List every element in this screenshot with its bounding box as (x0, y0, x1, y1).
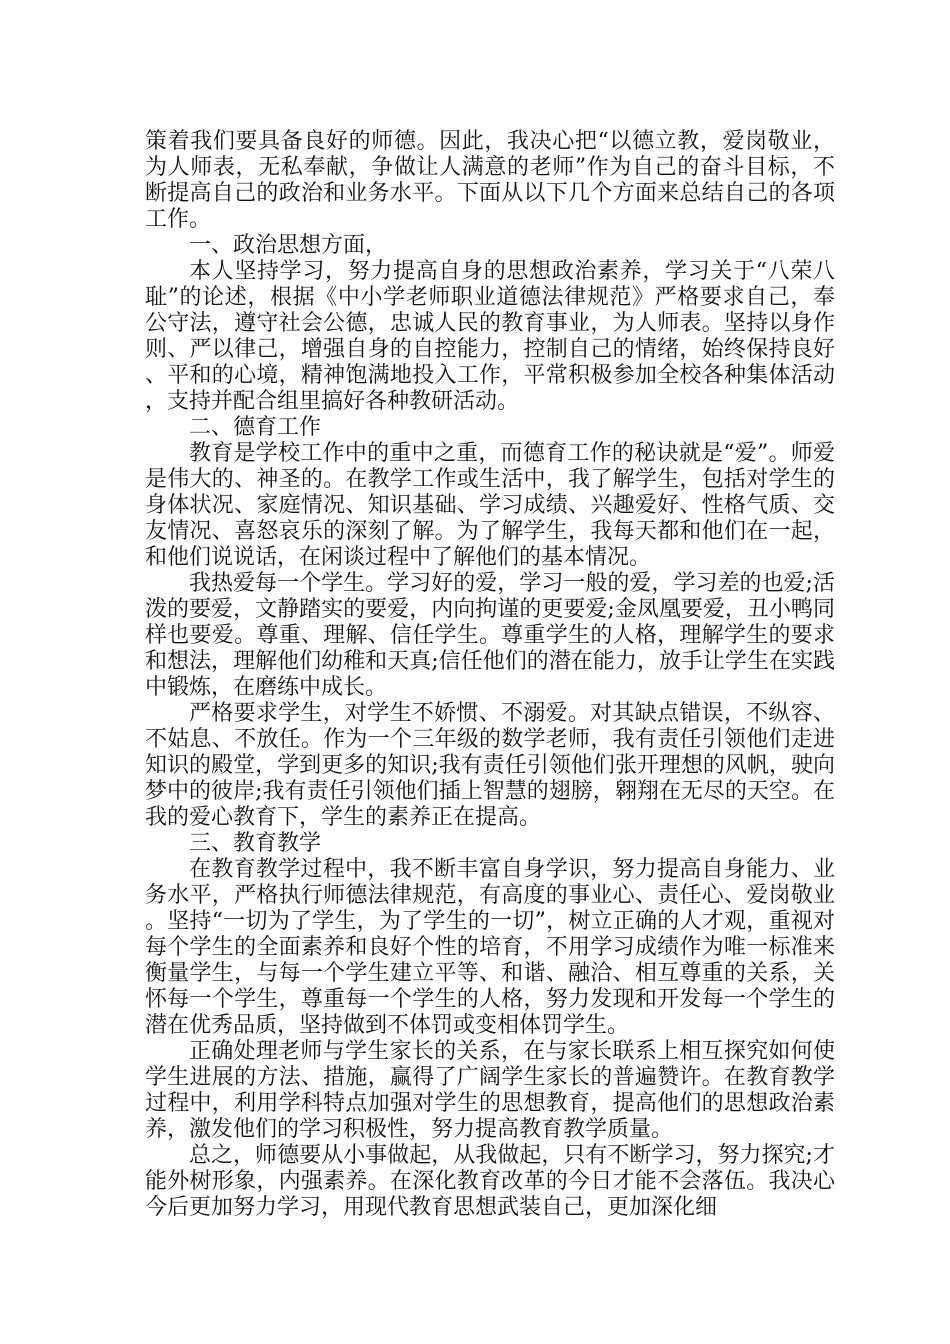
paragraph-political: 本人坚持学习，努力提高自身的思想政治素养，学习关于“八荣八耻”的论述，根据《中小学老师职业道德法律规范》严格要求自己，奉公守法，遵守社会公德，忠诚人民的教育事业，为人师表。坚持以身作则、严以律己，增强自身的自控能力，控制自己的情绪，始终保持良好、平和的心境，精神饱满地投入工作，平常积极参加全校各种集体活动，支持并配合组里搞好各种教研活动。 (145, 259, 835, 414)
paragraph-love-students: 我热爱每一个学生。学习好的爱，学习一般的爱，学习差的也爱;活泼的要爱，文静踏实的要爱，内向拘谨的更要爱;金凤凰要爱，丑小鸭同样也要爱。尊重、理解、信任学生。尊重学生的人格，理解学生的要求和想法，理解他们幼稚和天真;信任他们的潜在能力，放手让学生在实践中锻炼，在磨练中成长。 (145, 571, 835, 700)
paragraph-continuation: 策着我们要具备良好的师德。因此，我决心把“以德立教，爱岗敬业，为人师表，无私奉献，争做让人满意的老师”作为自己的奋斗目标，不断提高自己的政治和业务水平。下面从以下几个方面来总结自己的各项工作。 (145, 129, 835, 232)
paragraph-strict: 严格要求学生，对学生不娇惯、不溺爱。对其缺点错误，不纵容、不姑息、不放任。作为一个三年级的数学老师，我有责任引领他们走进知识的殿堂，学到更多的知识;我有责任引领他们张开理想的风帆，驶向梦中的彼岸;我有责任引领他们插上智慧的翅膀，翱翔在无尽的天空。在我的爱心教育下，学生的素养正在提高。 (145, 701, 835, 830)
paragraph-summary: 总之，师德要从小事做起，从我做起，只有不断学习，努力探究;才能外树形象，内强素养。在深化教育改革的今日才能不会落伍。我决心今后更加努力学习，用现代教育思想武装自己，更加深化细 (145, 1143, 835, 1220)
section-heading-political: 一、政治思想方面， (189, 233, 388, 258)
document-page (145, 129, 835, 1221)
paragraph-moral-love: 教育是学校工作中的重中之重，而德育工作的秘诀就是“爱”。师爱是伟大的、神圣的。在教学工作或生活中，我了解学生，包括对学生的身体状况、家庭情况、知识基础、学习成绩、兴趣爱好、性格气质、交友情况、喜怒哀乐的深刻了解。为了解学生，我每天都和他们在一起，和他们说说话，在闲谈过程中了解他们的基本情况。 (145, 441, 835, 570)
section-heading-teaching: 三、教育教学 (189, 831, 322, 856)
paragraph-parents: 正确处理老师与学生家长的关系，在与家长联系上相互探究如何使学生进展的方法、措施，赢得了广阔学生家长的普遍赞许。在教育教学过程中，利用学科特点加强对学生的思想教育，提高他们的思想政治素养，激发他们的学习积极性，努力提高教育教学质量。 (145, 1039, 835, 1142)
section-heading-moral: 二、德育工作 (189, 415, 322, 440)
paragraph-teaching: 在教育教学过程中，我不断丰富自身学识，努力提高自身能力、业务水平，严格执行师德法律规范，有高度的事业心、责任心、爱岗敬业。坚持“一切为了学生，为了学生的一切”，树立正确的人才观，重视对每个学生的全面素养和良好个性的培育，不用学习成绩作为唯一标准来衡量学生，与每一个学生建立平等、和谐、融洽、相互尊重的关系，关怀每一个学生，尊重每一个学生的人格，努力发现和开发每一个学生的潜在优秀品质，坚持做到不体罚或变相体罚学生。 (145, 857, 835, 1038)
